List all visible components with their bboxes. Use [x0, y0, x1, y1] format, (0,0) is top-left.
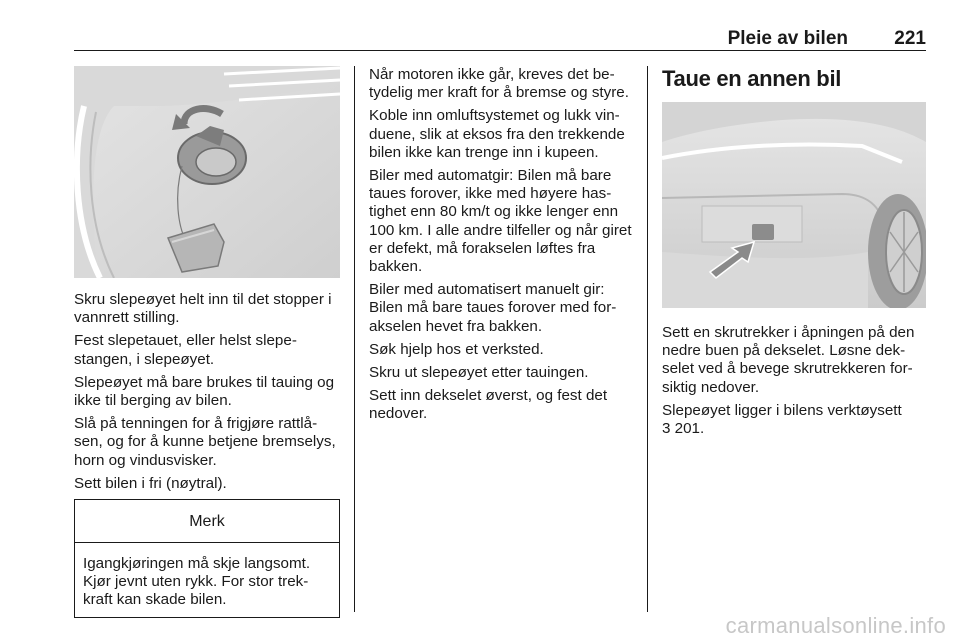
paragraph: Sett inn dekselet øverst, og fest det nedover. — [369, 387, 608, 423]
page-reference: 3 201. — [662, 420, 705, 438]
note-text: Igangkjøringen må skje langsomt. Kjør jevnt uten rykk. For stor trekkraft kan skade bilen. — [83, 555, 311, 609]
paragraph: Skru slepeøyet helt inn til det stopper i vannrett stilling. — [74, 291, 332, 327]
column-1 — [74, 66, 340, 618]
paragraph-text: Slepeøyet ligger i bilens verktøysett — [662, 401, 902, 419]
tow-eye-drawing — [74, 66, 340, 278]
rear-bumper-drawing — [662, 102, 926, 308]
paragraph: Slepeøyet må bare brukes til tauing og ikke til berging av bilen. — [74, 373, 335, 410]
note-title: Merk — [75, 500, 339, 543]
tow-eye-illustration — [74, 66, 340, 278]
note-body — [75, 543, 339, 617]
watermark: carmanualsonline.info — [725, 613, 946, 638]
column-1-text — [74, 291, 340, 493]
paragraph: Når motoren ikke går, kreves det betydelig mer kraft for å bremse og styre. — [369, 66, 629, 102]
paragraph: Slå på tenningen for å frigjøre rattlåsen, og for å kunne betjene bremselys, horn og vindusvisker. — [74, 415, 336, 469]
column-divider-1 — [354, 66, 355, 612]
column-divider-2 — [647, 66, 648, 612]
section-heading: Taue en annen bil — [662, 66, 842, 91]
paragraph: Sett bilen i fri (nøytral). — [74, 474, 227, 492]
rear-bumper-illustration — [662, 102, 926, 308]
paragraph: Koble inn omluftsystemet og lukk vinduene, slik at eksos fra den trekkende bilen ikke kan trenge inn i kupeen. — [369, 107, 625, 161]
page-header — [74, 0, 926, 51]
paragraph: Biler med automatgir: Bilen må bare taues forover, ikke med høyere hastighet enn 80 km/t og ikke lenger enn 100 km. I alle andre tilfeller og når giret er defekt, må forakselen løftes fra bakken. — [369, 167, 632, 276]
paragraph: Søk hjelp hos et verksted. — [369, 340, 544, 358]
paragraph: Sett en skrutrekker i åpningen på den nedre buen på dekselet. Løsne dekselet ved å bevege skrutrekkeren forsiktig nedover. — [662, 324, 915, 396]
paragraph: Skru ut slepeøyet etter tauingen. — [369, 364, 589, 382]
paragraph: Biler med automatisert manuelt gir: Bilen må bare taues forover med forakselen hevet fra bakken. — [369, 281, 617, 335]
paragraph — [662, 402, 928, 438]
column-2 — [369, 66, 635, 429]
column-3 — [662, 66, 928, 443]
note-box — [74, 499, 340, 618]
section-title: Pleie av bilen — [727, 28, 848, 49]
paragraph: Fest slepetauet, eller helst slepestangen, i slepeøyet. — [74, 332, 297, 368]
column-3-text — [662, 324, 928, 438]
page-number: 221 — [894, 28, 926, 49]
